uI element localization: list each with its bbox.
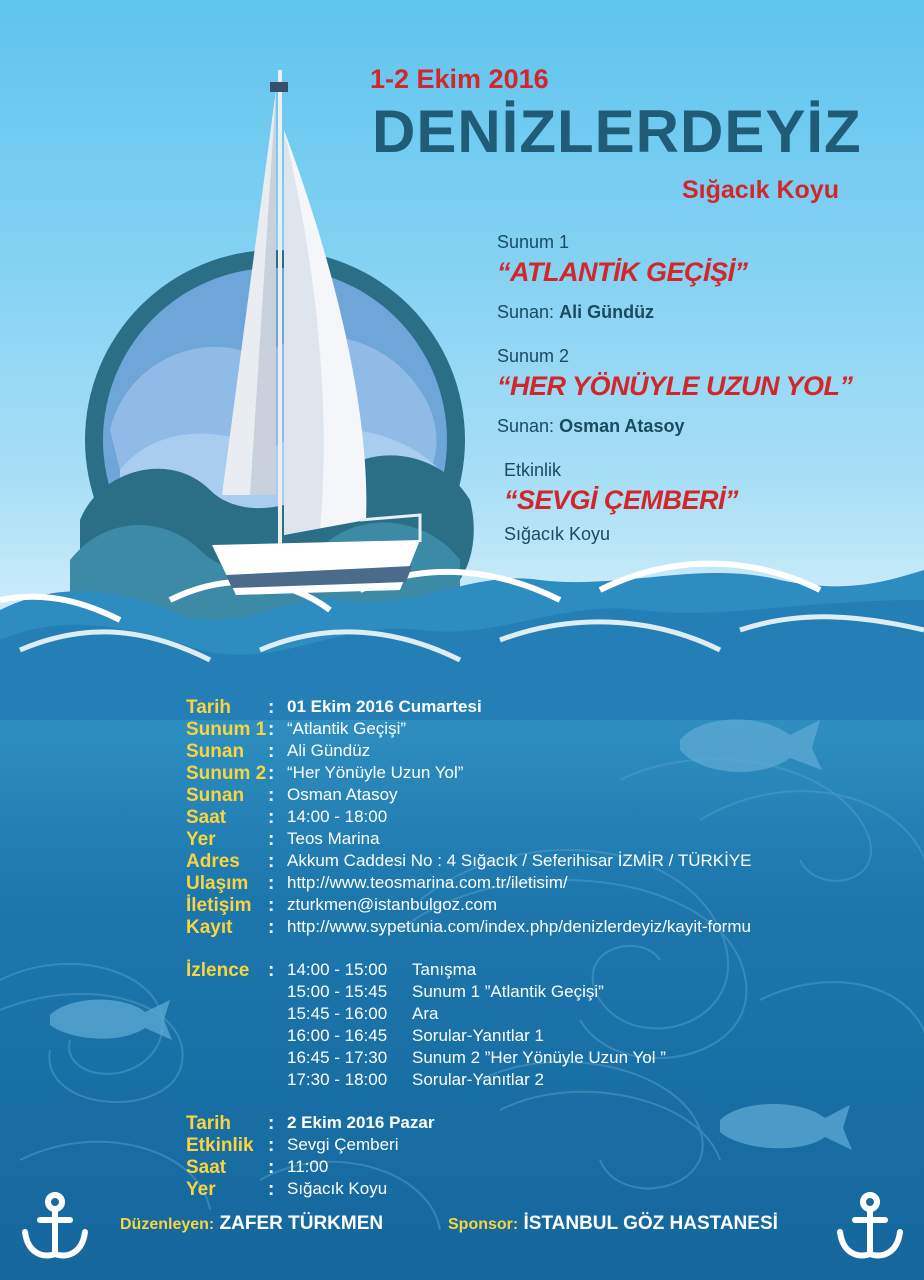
event-title: DENİZLERDEYİZ: [372, 98, 862, 165]
info-colon: :: [268, 1179, 275, 1200]
info-colon: :: [268, 697, 275, 718]
info-key: Ulaşım: [186, 873, 249, 894]
program-time: 16:45 - 17:30: [287, 1048, 388, 1067]
info-colon: :: [268, 719, 275, 740]
info-key: Sunum 2: [186, 763, 267, 784]
info-colon: :: [268, 807, 275, 828]
program-event: Sunum 1 ”Atlantik Geçişi”: [412, 982, 604, 1001]
session1-title: “ATLANTİK GEÇİŞİ”: [497, 257, 748, 287]
info-value: 14:00 - 18:00: [287, 807, 388, 826]
info-key: Saat: [186, 1157, 227, 1178]
info-key: Tarih: [186, 697, 232, 718]
program-time: 15:00 - 15:45: [287, 982, 388, 1001]
info-value-link[interactable]: http://www.teosmarina.com.tr/iletisim/: [287, 873, 568, 892]
info-colon: :: [268, 1135, 275, 1156]
info-key: Adres: [186, 851, 240, 872]
info-colon: :: [268, 960, 275, 981]
info-value: Sığacık Koyu: [287, 1179, 388, 1198]
session2-presenter: [497, 416, 684, 437]
session1-label: Sunum 1: [497, 232, 570, 252]
info-value: Osman Atasoy: [287, 785, 398, 804]
info-key: Yer: [186, 829, 216, 850]
organizer: [120, 1213, 383, 1235]
presenter-prefix: Sunan:: [497, 302, 555, 322]
activity-title: “SEVGİ ÇEMBERİ”: [504, 485, 739, 515]
info-colon: :: [268, 785, 275, 806]
program-time: 16:00 - 16:45: [287, 1026, 388, 1045]
sponsor: [448, 1213, 778, 1235]
activity-label: Etkinlik: [504, 460, 562, 480]
session2-title: “HER YÖNÜYLE UZUN YOL”: [497, 371, 853, 401]
program-time: 17:30 - 18:00: [287, 1070, 388, 1089]
info-key: Yer: [186, 1179, 216, 1200]
info-value: 11:00: [287, 1157, 329, 1176]
info-colon: :: [268, 873, 275, 894]
sponsor-name: İSTANBUL GÖZ HASTANESİ: [523, 1213, 778, 1234]
event-location: Sığacık Koyu: [682, 176, 839, 204]
info-key: Saat: [186, 807, 227, 828]
program-time: 14:00 - 15:00: [287, 960, 388, 979]
info-value: “Her Yönüyle Uzun Yol”: [287, 763, 464, 782]
program-event: Sorular-Yanıtlar 1: [412, 1026, 544, 1045]
info-key: İletişim: [186, 895, 252, 916]
program-event: Sunum 2 ”Her Yönüyle Uzun Yol ”: [412, 1048, 666, 1067]
organizer-name: ZAFER TÜRKMEN: [219, 1213, 384, 1234]
info-colon: :: [268, 763, 275, 784]
info-value: 01 Ekim 2016 Cumartesi: [287, 697, 482, 716]
info-value: 2 Ekim 2016 Pazar: [287, 1113, 435, 1132]
waves: [0, 455, 924, 720]
info-value: Teos Marina: [287, 829, 380, 848]
info-colon: :: [268, 917, 275, 938]
info-value: Sevgi Çemberi: [287, 1135, 399, 1154]
info-value: Akkum Caddesi No : 4 Sığacık / Seferihisar İZMİR / TÜRKİYE: [287, 851, 752, 870]
info-colon: :: [268, 741, 275, 762]
info-key: Sunum 1: [186, 719, 267, 740]
info-colon: :: [268, 1157, 275, 1178]
presenter-name: Osman Atasoy: [559, 416, 685, 436]
info-value: “Atlantik Geçişi”: [287, 719, 407, 738]
event-date: 1-2 Ekim 2016: [370, 64, 549, 94]
program-event: Sorular-Yanıtlar 2: [412, 1070, 544, 1089]
info-colon: :: [268, 895, 275, 916]
info-key: Etkinlik: [186, 1135, 254, 1156]
organizer-label: Düzenleyen:: [120, 1216, 215, 1233]
presenter-prefix: Sunan:: [497, 416, 555, 436]
program-event: Ara: [412, 1004, 439, 1023]
program-key: İzlence: [186, 960, 250, 981]
info-colon: :: [268, 829, 275, 850]
program-time: 15:45 - 16:00: [287, 1004, 388, 1023]
info-key: Sunan: [186, 785, 245, 806]
session1-presenter: [497, 302, 654, 323]
program-event: Tanışma: [412, 960, 477, 979]
info-colon: :: [268, 1113, 275, 1134]
info-value: Ali Gündüz: [287, 741, 371, 760]
info-value-email[interactable]: zturkmen@istanbulgoz.com: [287, 895, 498, 914]
session2-label: Sunum 2: [497, 346, 570, 366]
presenter-name: Ali Gündüz: [559, 302, 655, 322]
activity-place: Sığacık Koyu: [504, 524, 611, 544]
info-value-link[interactable]: http://www.sypetunia.com/index.php/denizlerdeyiz/kayit-formu: [287, 917, 751, 936]
info-colon: :: [268, 851, 275, 872]
info-key: Tarih: [186, 1113, 232, 1134]
sponsor-label: Sponsor:: [448, 1216, 519, 1233]
info-key: Sunan: [186, 741, 245, 762]
info-key: Kayıt: [186, 917, 233, 938]
